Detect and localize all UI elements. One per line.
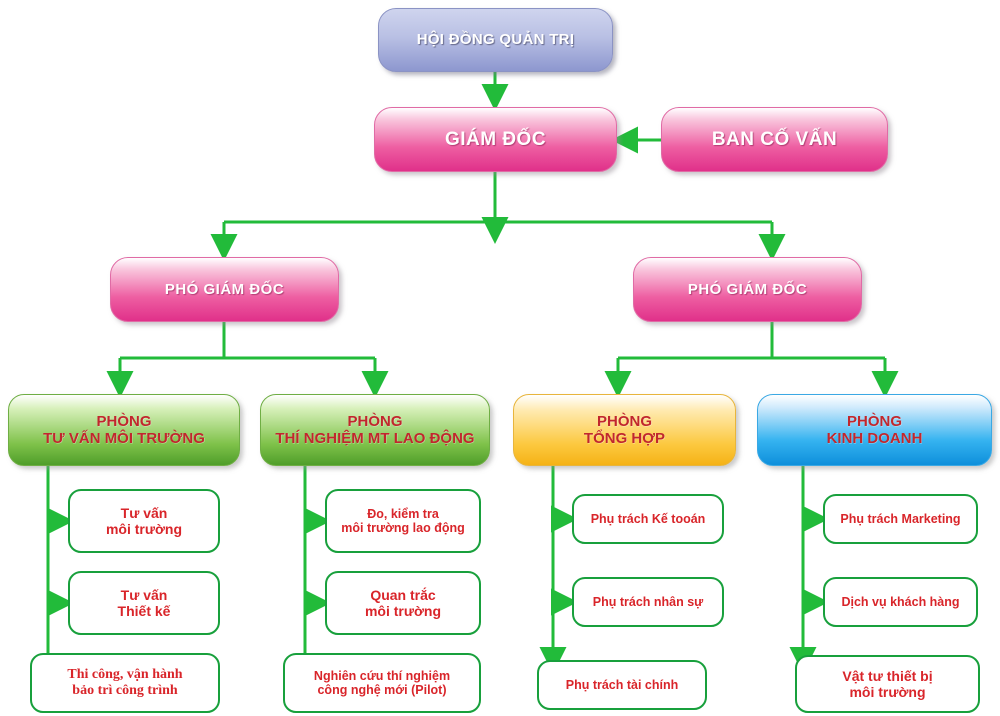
node-dept-occupational-lab-line2: THÍ NGHIỆM MT LAO ĐỘNG (275, 430, 475, 447)
node-leaf-new-technology-research-line2: công nghệ mới (Pilot) (317, 683, 447, 697)
node-leaf-environment-consulting[interactable] (68, 489, 220, 553)
node-leaf-hr-label: Phụ trách nhân sự (592, 594, 704, 609)
node-leaf-new-technology-research[interactable] (283, 653, 481, 713)
node-leaf-design-consulting-line1: Tư vấn (120, 586, 168, 603)
node-dept-business[interactable] (757, 394, 992, 466)
node-deputy-1-label: PHÓ GIÁM ĐỐC (164, 280, 285, 298)
node-leaf-finance-label: Phụ trách tài chính (565, 677, 679, 692)
node-advisor-label: BAN CỐ VẤN (711, 128, 838, 150)
node-leaf-customer-service-label: Dịch vụ khách hàng (841, 594, 960, 609)
node-leaf-occupational-measurement-line2: môi trường lao động (341, 521, 465, 535)
node-advisor[interactable] (661, 107, 888, 172)
node-deputy-2[interactable] (633, 257, 862, 322)
node-dept-environment-consulting-line2: TƯ VẤN MÔI TRƯỜNG (43, 430, 205, 447)
node-leaf-occupational-measurement-line1: Đo, kiểm tra (367, 506, 439, 521)
node-leaf-hr[interactable] (572, 577, 724, 627)
node-leaf-new-technology-research-line1: Nghiên cứu thí nghiệm (313, 668, 451, 683)
node-leaf-environment-monitoring-line2: môi trường (364, 603, 442, 619)
node-leaf-accounting[interactable] (572, 494, 724, 544)
node-leaf-design-consulting-line2: Thiết kế (117, 603, 171, 619)
node-dept-environment-consulting-line1: PHÒNG (96, 412, 152, 430)
node-dept-general[interactable] (513, 394, 736, 466)
node-dept-business-line2: KINH DOANH (826, 430, 923, 447)
node-leaf-environment-monitoring-line1: Quan trắc (370, 586, 436, 603)
node-deputy-1[interactable] (110, 257, 339, 322)
node-director[interactable] (374, 107, 617, 172)
node-leaf-equipment-supply-line1: Vật tư thiết bị (842, 667, 933, 684)
node-leaf-design-consulting[interactable] (68, 571, 220, 635)
node-dept-environment-consulting[interactable] (8, 394, 240, 466)
node-leaf-construction-maintenance[interactable] (30, 653, 220, 713)
node-leaf-customer-service[interactable] (823, 577, 978, 627)
node-leaf-construction-maintenance-line2: bảo trì công trình (72, 683, 178, 698)
node-dept-general-line1: PHÒNG (596, 412, 652, 430)
node-leaf-finance[interactable] (537, 660, 707, 710)
node-dept-business-line1: PHÒNG (846, 412, 902, 430)
node-leaf-equipment-supply[interactable] (795, 655, 980, 713)
node-leaf-environment-monitoring[interactable] (325, 571, 481, 635)
node-leaf-environment-consulting-line1: Tư vấn (120, 504, 168, 521)
node-dept-occupational-lab[interactable] (260, 394, 490, 466)
node-board-label: HỘI ĐỒNG QUẢN TRỊ (416, 31, 575, 49)
node-dept-occupational-lab-line1: PHÒNG (347, 412, 403, 430)
node-leaf-construction-maintenance-line1: Thi công, vận hành (67, 666, 183, 682)
node-deputy-2-label: PHÓ GIÁM ĐỐC (687, 280, 808, 298)
node-leaf-occupational-measurement[interactable] (325, 489, 481, 553)
node-leaf-marketing-label: Phụ trách Marketing (840, 511, 961, 526)
node-dept-general-line2: TỔNG HỢP (583, 430, 666, 447)
node-leaf-equipment-supply-line2: môi trường (849, 684, 926, 700)
node-leaf-accounting-label: Phụ trách Kế tooán (590, 511, 706, 526)
node-leaf-environment-consulting-line2: môi trường (105, 521, 183, 537)
node-leaf-marketing[interactable] (823, 494, 978, 544)
node-board[interactable] (378, 8, 613, 72)
node-director-label: GIÁM ĐỐC (444, 128, 547, 150)
